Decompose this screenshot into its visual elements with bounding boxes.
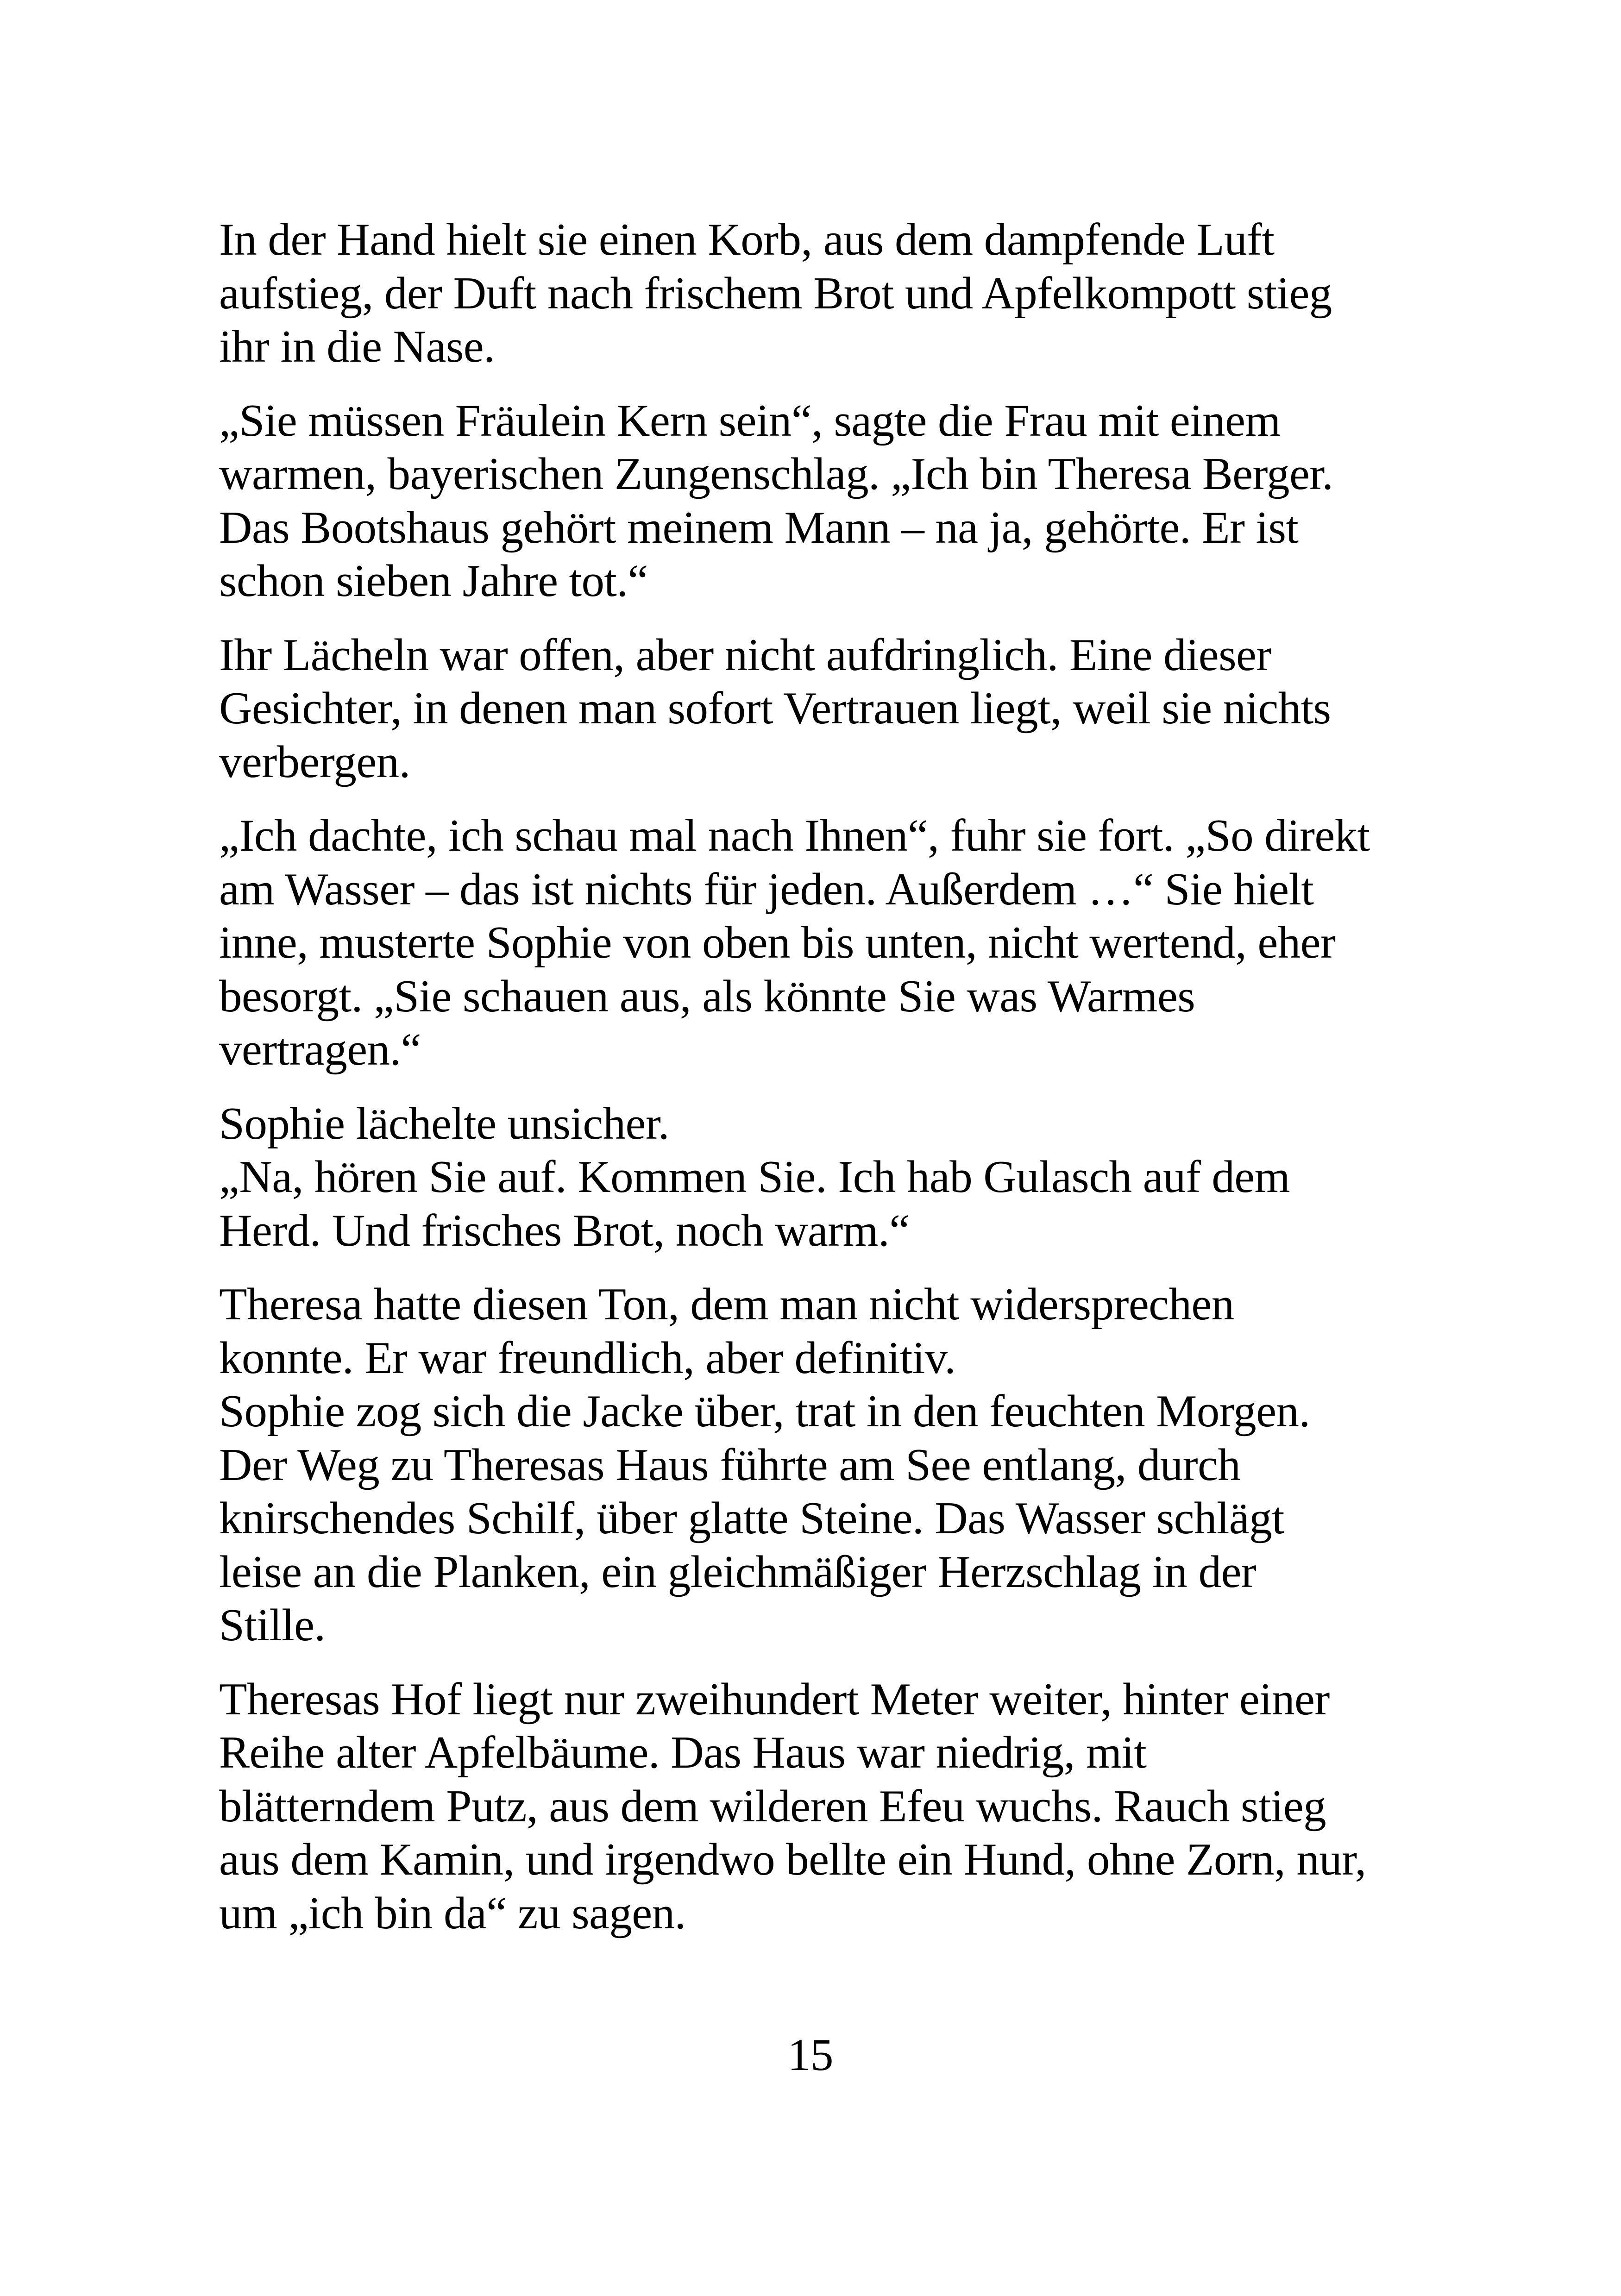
body-text [219, 213, 1423, 1960]
paragraph [219, 213, 1423, 374]
text-line: „Na, hören Sie auf. Kommen Sie. Ich hab Gulasch auf dem [219, 1152, 1290, 1202]
text-line: „Ich dachte, ich schau mal nach Ihnen“, fuhr sie fort. „So direkt [219, 810, 1370, 861]
text-line: „Sie müssen Fräulein Kern sein“, sagte die Frau mit einem [219, 395, 1281, 446]
text-line: am Wasser – das ist nichts für jeden. Außerdem …“ Sie hielt [219, 864, 1314, 915]
text-line: blätterndem Putz, aus dem wilderen Efeu wuchs. Rauch stieg [219, 1781, 1326, 1832]
text-line: schon sieben Jahre tot.“ [219, 556, 648, 606]
text-line: Theresa hatte diesen Ton, dem man nicht widersprechen [219, 1279, 1234, 1330]
text-line: aufstieg, der Duft nach frischem Brot und Apfelkompott stieg [219, 268, 1332, 319]
text-line: Theresas Hof liegt nur zweihundert Meter weiter, hinter einer [219, 1674, 1330, 1725]
text-line: ihr in die Nase. [219, 321, 495, 372]
text-line: leise an die Planken, ein gleichmäßiger Herzschlag in der [219, 1546, 1257, 1597]
paragraph [219, 628, 1423, 789]
paragraph [219, 1278, 1423, 1652]
text-line: Der Weg zu Theresas Haus führte am See entlang, durch [219, 1439, 1241, 1490]
text-line: knirschendes Schilf, über glatte Steine. Das Wasser schlägt [219, 1493, 1284, 1543]
text-line: um „ich bin da“ zu sagen. [219, 1888, 686, 1938]
text-line: verbergen. [219, 736, 410, 787]
text-line: In der Hand hielt sie einen Korb, aus dem dampfende Luft [219, 214, 1275, 265]
paragraph [219, 394, 1423, 608]
text-line: Gesichter, in denen man sofort Vertrauen liegt, weil sie nichts [219, 683, 1331, 734]
text-line: vertragen.“ [219, 1024, 421, 1075]
text-line: Herd. Und frisches Brot, noch warm.“ [219, 1205, 910, 1256]
paragraph [219, 1097, 1423, 1258]
text-line: Sophie zog sich die Jacke über, trat in den feuchten Morgen. [219, 1386, 1310, 1437]
text-line: Reihe alter Apfelbäume. Das Haus war niedrig, mit [219, 1727, 1147, 1778]
text-line: Sophie lächelte unsicher. [219, 1098, 669, 1149]
text-line: Stille. [219, 1600, 326, 1650]
text-line: konnte. Er war freundlich, aber definitiv. [219, 1332, 956, 1383]
paragraph [219, 1673, 1423, 1940]
page-number: 15 [787, 2030, 834, 2080]
text-line: inne, musterte Sophie von oben bis unten, nicht wertend, eher [219, 917, 1336, 968]
text-line: aus dem Kamin, und irgendwo bellte ein Hund, ohne Zorn, nur, [219, 1834, 1366, 1885]
text-line: warmen, bayerischen Zungenschlag. „Ich bin Theresa Berger. [219, 449, 1333, 499]
text-line: Das Bootshaus gehört meinem Mann – na ja, gehörte. Er ist [219, 502, 1299, 553]
text-line: Ihr Lächeln war offen, aber nicht aufdringlich. Eine dieser [219, 629, 1271, 680]
paragraph [219, 809, 1423, 1077]
text-line: besorgt. „Sie schauen aus, als könnte Sie was Warmes [219, 971, 1195, 1022]
